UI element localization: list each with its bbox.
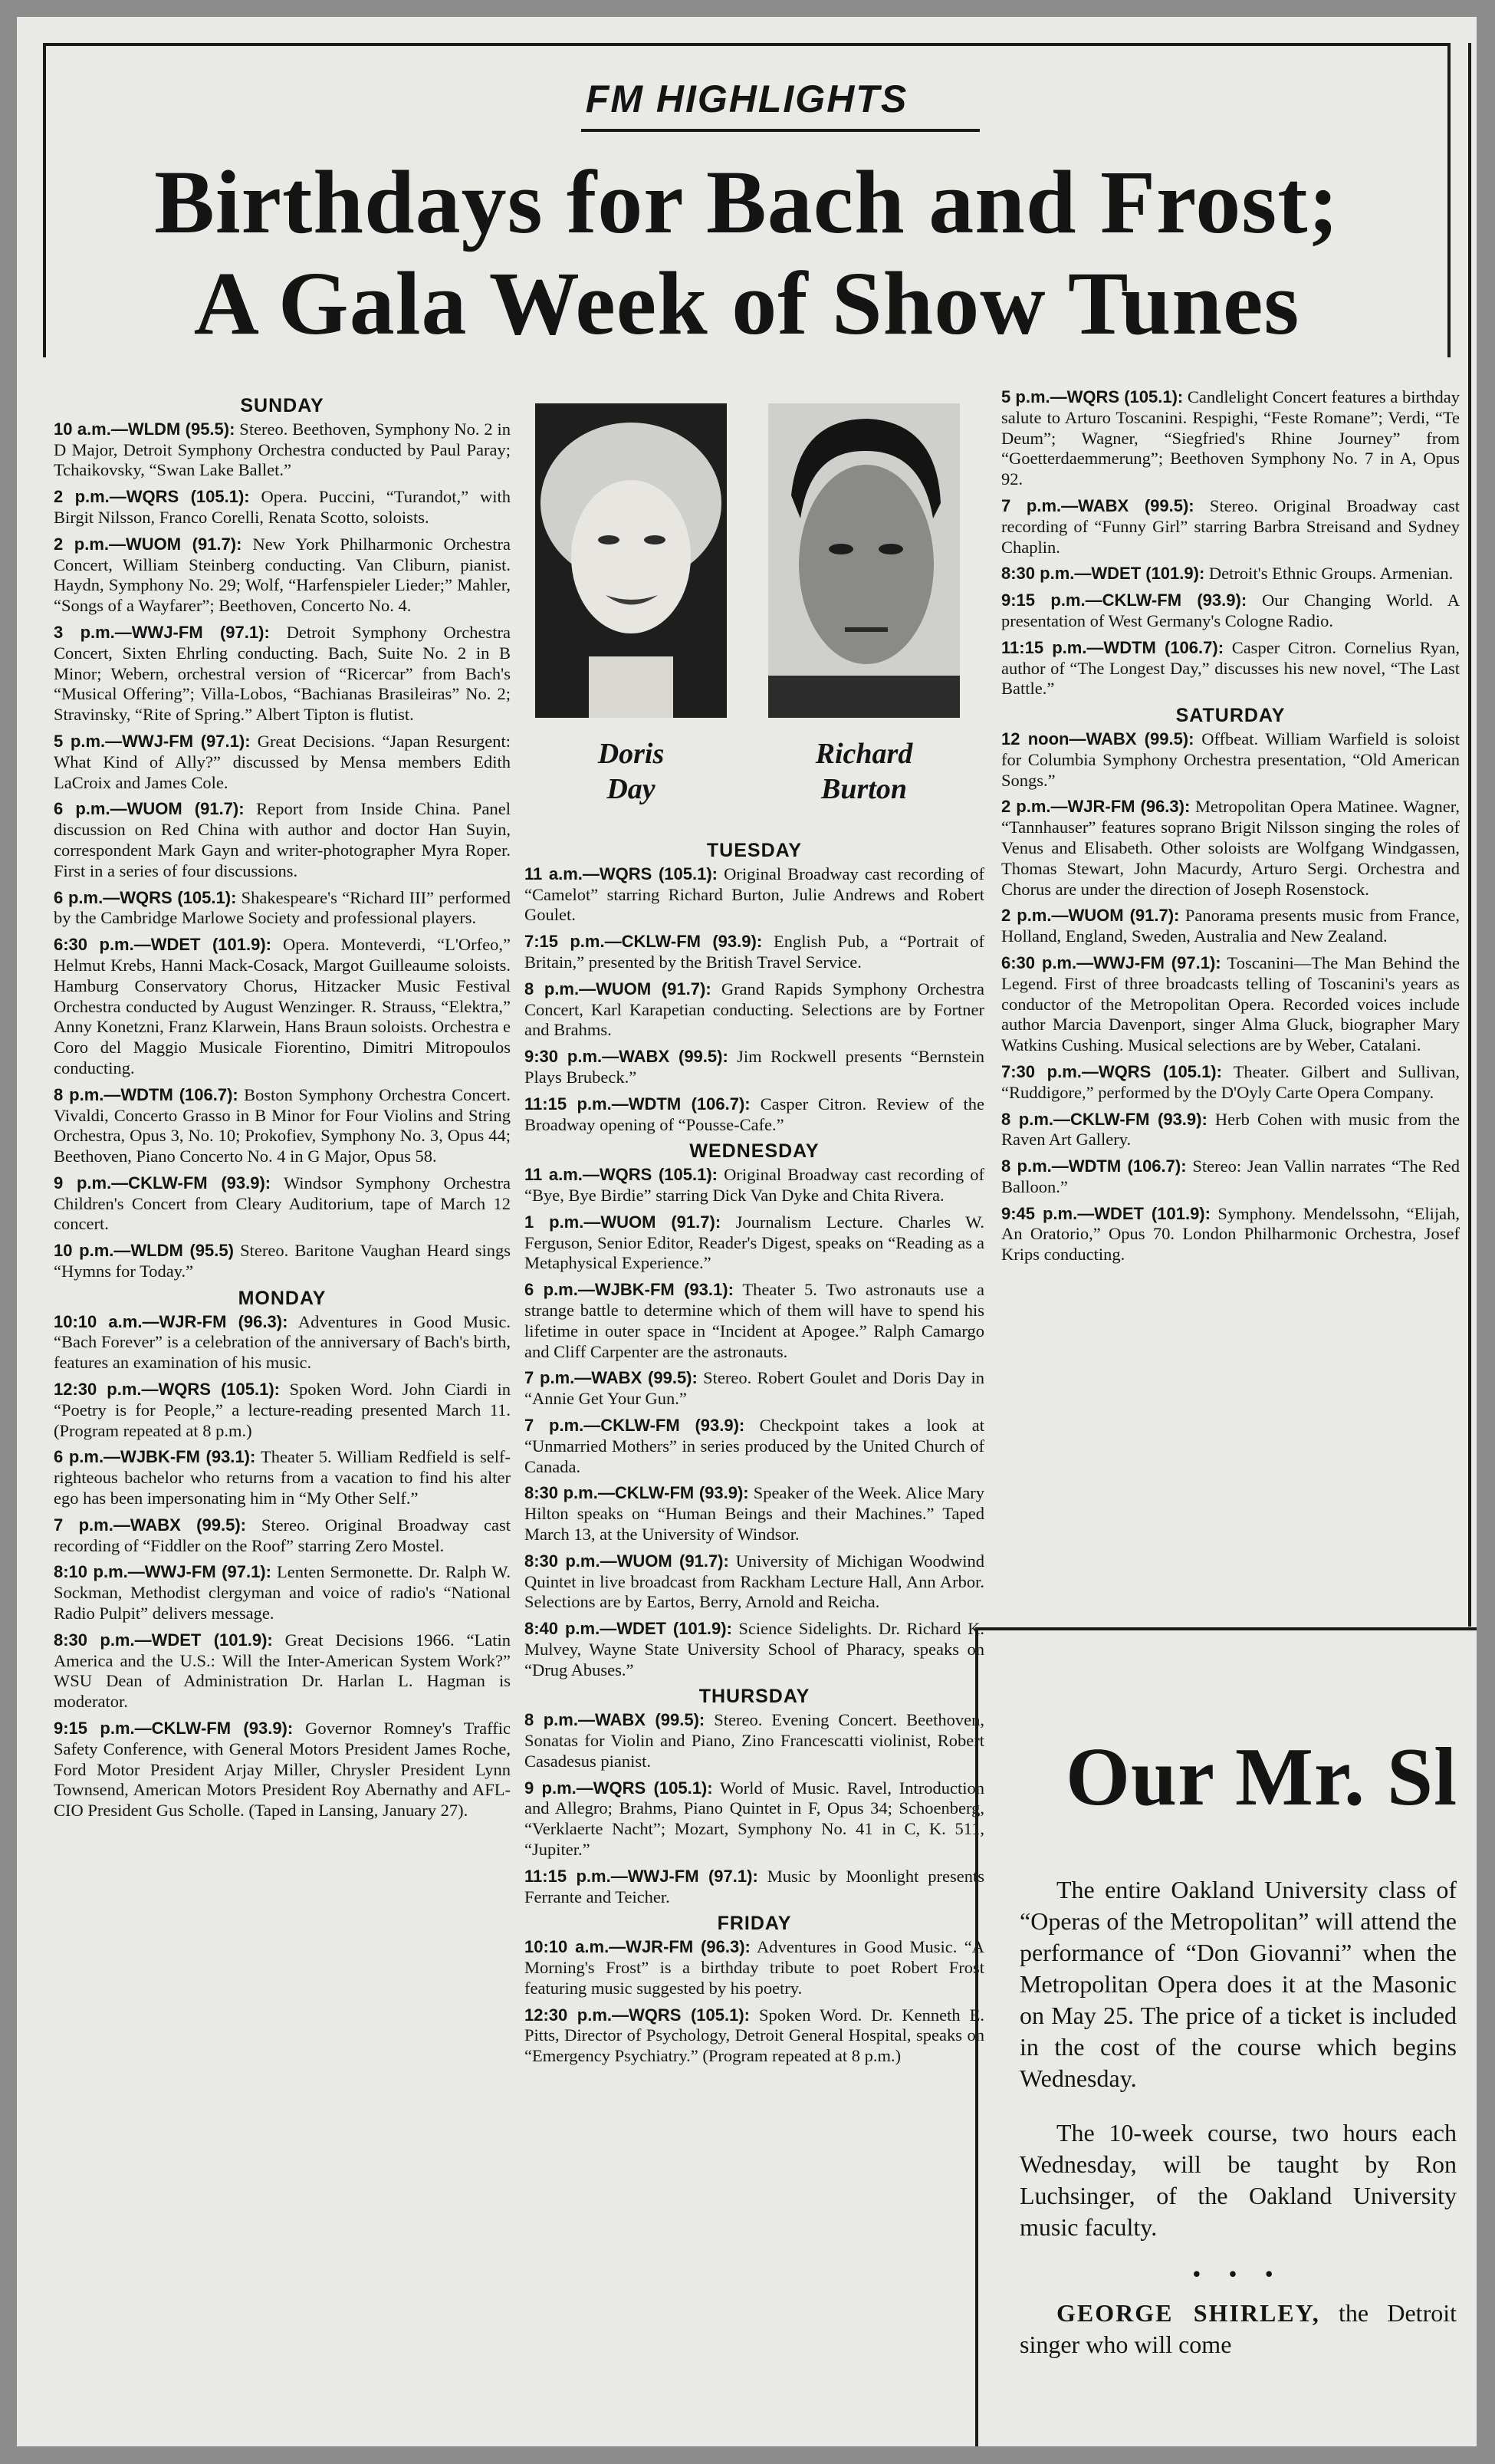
listing-entry [1001, 797, 1460, 900]
day-heading-sunday: SUNDAY [240, 395, 324, 416]
listing-description: Stereo. Robert Goulet and Doris Day in “Annie Get Your Gun.” [524, 1368, 984, 1409]
listing-description: Symphony. Mendelssohn, “Elijah, An Oratorio,” Opus 70. London Philharmonic Orchestra, Josef Krips conducting. [1001, 1203, 1460, 1265]
story-paragraph-text: the Detroit singer who will come [1020, 2299, 1457, 2358]
caption-line: Richard [815, 738, 913, 770]
column-1 [54, 390, 511, 1827]
day-heading-thursday: THURSDAY [698, 1686, 810, 1708]
listing-time-station: 9 p.m.—CKLW-FM (93.9): [54, 1173, 271, 1193]
listing-time-station: 8 p.m.—CKLW-FM (93.9): [1001, 1109, 1208, 1129]
photo-richard-burton [768, 403, 960, 718]
caption-line: Day [606, 773, 656, 805]
listing-entry [524, 1212, 984, 1274]
listing-time-station: 8:30 p.m.—CKLW-FM (93.9): [524, 1483, 749, 1503]
listing-entry [1001, 1156, 1460, 1198]
listing-time-station: 5 p.m.—WQRS (105.1): [1001, 387, 1184, 406]
friday-listings-part-2 [1001, 387, 1460, 699]
listing-time-station: 11:15 p.m.—WWJ-FM (97.1): [524, 1866, 758, 1886]
listing-entry [54, 1562, 511, 1623]
listing-description: Great Decisions. “Japan Resurgent: What Kind of Ally?” discussed by Mensa members Edith LaCroix and James Cole. [54, 731, 511, 792]
listing-description: Report from Inside China. Panel discussion on Red China with author and doctor Han Suyin, correspondent Mark Gayn and writer-photographer Myra Roper. First in a series of four discussions. [54, 799, 511, 880]
story-body [1020, 1874, 1457, 2383]
listing-entry [524, 1710, 984, 1772]
listing-time-station: 12:30 p.m.—WQRS (105.1): [524, 2005, 750, 2025]
listing-description: Windsor Symphony Orchestra Children's Concert from Cleary Auditorium, tape of March 12 concert. [54, 1173, 511, 1234]
listing-description: Stereo. Original Broadway cast recording of “Fiddler on the Roof” starring Zero Mostel. [54, 1515, 511, 1555]
listing-entry [54, 1380, 511, 1441]
story-separator: • • • [1192, 2260, 1284, 2288]
listing-entry [524, 1416, 984, 1477]
photo-caption-richard-burton [768, 736, 960, 807]
listing-time-station: 10:10 a.m.—WJR-FM (96.3): [54, 1311, 288, 1331]
story-box [975, 1627, 1477, 2446]
listing-time-station: 7:15 p.m.—CKLW-FM (93.9): [524, 932, 763, 952]
headline-line-2: A Gala Week of Show Tunes [193, 253, 1300, 354]
listing-description: Lenten Sermonette. Dr. Ralph W. Sockman, Methodist clergyman and voice of radio's “National Radio Pulpit” delivers message. [54, 1562, 511, 1623]
listing-description: New York Philharmonic Orchestra Concert, William Steinberg conducting. Van Cliburn, pianist. Haydn, Symphony No. 29; Wolf, “Harfenspieler Lieder;” Mahler, “Songs of a Wayfarer”; Beethoven, Concerto No. 4. [54, 534, 511, 616]
listing-description: University of Michigan Woodwind Quintet in live broadcast from Rackham Lecture Hall, Ann Arbor. Selections are by Eartos, Berry, Arnold and Reicha. [524, 1551, 984, 1612]
thursday-listings [524, 1710, 984, 1907]
listing-time-station: 5 p.m.—WWJ-FM (97.1): [54, 731, 251, 751]
listing-time-station: 12:30 p.m.—WQRS (105.1): [54, 1380, 280, 1400]
listing-description: Boston Symphony Orchestra Concert. Vivaldi, Concerto Grasso in B Minor for Four Violins and String Orchestra, Opus 3, No. 10; Prokofiev, Symphony No. 3, Opus 44; Beethoven, Piano Concerto No. 4 in G Major, Opus 58. [54, 1084, 511, 1166]
photo-caption-doris-day [535, 736, 727, 807]
listing-entry [524, 1165, 984, 1206]
listing-description: Checkpoint takes a look at “Unmarried Mothers” in series produced by the United Church of Canada. [524, 1415, 984, 1476]
day-heading-monday: MONDAY [238, 1287, 327, 1309]
listing-time-station: 7 p.m.—WABX (99.5): [524, 1368, 698, 1388]
listing-description: Opera. Monteverdi, “L'Orfeo,” Helmut Krebs, Hanni Mack-Cosack, Margot Guilleaume soloists. Hamburg Conservatory Chorus, Hitzacker Music Festival Orchestra conducted by August Wenzinger. R. Strauss, “Elektra,” Anny Konetzni, Franz Klarwein, Hans Braun soloists. Orchestra e Coro del Maggio Musicale Fiorentino, Dimitri Mitropoulos conducting. [54, 935, 511, 1077]
listing-time-station: 12 noon—WABX (99.5): [1001, 729, 1194, 748]
listing-time-station: 10:10 a.m.—WJR-FM (96.3): [524, 1937, 751, 1957]
day-heading-wednesday: WEDNESDAY [689, 1140, 820, 1163]
listing-entry [54, 732, 511, 793]
listing-entry [1001, 591, 1460, 632]
listing-entry [54, 1312, 511, 1373]
listing-entry [524, 979, 984, 1041]
listing-description: Jim Rockwell presents “Bernstein Plays Brubeck.” [524, 1047, 984, 1087]
listing-time-station: 8 p.m.—WUOM (91.7): [524, 979, 711, 998]
listing-entry [524, 1368, 984, 1410]
tuesday-listings [524, 864, 984, 1136]
listing-entry [54, 1515, 511, 1557]
listing-time-station: 6 p.m.—WJBK-FM (93.1): [54, 1447, 256, 1467]
listing-entry [524, 1867, 984, 1908]
listing-description: Great Decisions 1966. “Latin America and the U.S.: Will the Inter-American System Work?” WSU Dean of Administration Dr. Harlan L. Hagman is moderator. [54, 1630, 511, 1712]
listing-description: Journalism Lecture. Charles W. Ferguson, Senior Editor, Reader's Digest, speaks on “Reading as a Metaphysical Experience.” [524, 1212, 984, 1273]
listing-entry [54, 799, 511, 881]
listing-time-station: 9:45 p.m.—WDET (101.9): [1001, 1203, 1211, 1223]
listing-time-station: 2 p.m.—WQRS (105.1): [54, 487, 250, 507]
listing-description: Theater 5. Two astronauts use a strange battle to determine which of them will have to spend his lifetime in outer space in “Incident at Apogee.” Ralph Camargo and Cliff Carpenter are the astronauts. [524, 1280, 984, 1361]
listing-time-station: 8:30 p.m.—WDET (101.9): [54, 1630, 273, 1650]
listing-description: Detroit's Ethnic Groups. Armenian. [1204, 564, 1454, 584]
listing-description: Panorama presents music from France, Holland, England, Sweden, Australia and New Zealand. [1001, 906, 1460, 946]
listing-description: Our Changing World. A presentation of West Germany's Cologne Radio. [1001, 591, 1460, 630]
listing-description: Metropolitan Opera Matinee. Wagner, “Tannhauser” features soprano Brigit Nilsson singing the roles of Venus and Elisabeth. Other soloists are Wolfgang Windgassen, Thomas Stewart, John Macurdy, Arturo Sergi. Orchestra and Chorus are under the direction of Joseph Rosenstock. [1001, 797, 1460, 899]
listing-time-station: 2 p.m.—WUOM (91.7): [1001, 906, 1180, 926]
story-headline: Our Mr. Sl [1066, 1732, 1458, 1823]
listing-description: Spoken Word. Dr. Kenneth E. Pitts, Director of Psychology, Detroit General Hospital, speaks on “Emergency Psychiatry.” (Program repeated at 8 p.m.) [524, 2005, 984, 2066]
monday-listings [54, 1312, 511, 1821]
listing-time-station: 6 p.m.—WUOM (91.7): [54, 799, 245, 819]
listing-description: Herb Cohen with music from the Raven Art Gallery. [1001, 1109, 1460, 1150]
listing-entry [54, 1085, 511, 1167]
listing-time-station: 2 p.m.—WUOM (91.7): [54, 534, 242, 554]
listing-description: Stereo: Jean Vallin narrates “The Red Balloon.” [1001, 1156, 1460, 1196]
listing-time-station: 7 p.m.—CKLW-FM (93.9): [524, 1415, 745, 1435]
listing-entry [54, 1173, 511, 1235]
listing-entry [54, 487, 511, 528]
newspaper-page [17, 17, 1477, 2446]
listing-description: Stereo. Evening Concert. Beethoven, Sonatas for Violin and Piano, Zino Francescatti violinist, Robert Casadesus pianist. [524, 1710, 985, 1771]
listing-entry [1001, 906, 1460, 947]
listing-entry [524, 1094, 984, 1136]
listing-time-station: 10 p.m.—WLDM (95.5) [54, 1241, 234, 1261]
listing-entry [54, 535, 511, 617]
listing-time-station: 6:30 p.m.—WDET (101.9): [54, 935, 271, 955]
listing-time-station: 9 p.m.—WQRS (105.1): [524, 1778, 713, 1798]
listing-time-station: 10 a.m.—WLDM (95.5): [54, 419, 235, 439]
portrait-woman-image [535, 403, 727, 718]
kicker: FM HIGHLIGHTS [585, 77, 909, 120]
listing-entry [1001, 387, 1460, 490]
listing-description: World of Music. Ravel, Introduction and Allegro; Brahms, Piano Quintet in F, Opus 34; Schoenberg, “Verklaerte Nacht”; Mozart, Symphony No. 41 in C, K. 511, “Jupiter.” [524, 1778, 985, 1860]
portrait-man-image [768, 403, 960, 718]
listing-time-station: 11 a.m.—WQRS (105.1): [524, 1165, 718, 1185]
listing-description: English Pub, a “Portrait of Britain,” presented by the British Travel Service. [524, 932, 984, 972]
listing-description: Casper Citron. Review of the Broadway opening of “Pousse-Cafe.” [524, 1094, 984, 1134]
listing-description: Adventures in Good Music. “Bach Forever” is a celebration of the anniversary of Bach's birth, features an examination of his music. [54, 1311, 511, 1373]
listing-description: Original Broadway cast recording of “Camelot” starring Richard Burton, Julie Andrews and Robert Goulet. [524, 864, 984, 925]
listing-entry [54, 1719, 511, 1821]
listing-time-station: 2 p.m.—WJR-FM (96.3): [1001, 797, 1191, 817]
listing-entry [1001, 564, 1460, 584]
day-heading-friday: FRIDAY [717, 1913, 792, 1935]
listing-time-station: 9:15 p.m.—CKLW-FM (93.9): [54, 1719, 294, 1739]
listing-time-station: 8 p.m.—WDTM (106.7): [54, 1084, 238, 1104]
listing-entry [54, 623, 511, 725]
listing-description: Science Sidelights. Dr. Richard K. Mulvey, Wayne State University School of Pharacy, speaks on “Drug Abuses.” [524, 1619, 985, 1679]
listing-entry [1001, 953, 1460, 1056]
listing-description: Grand Rapids Symphony Orchestra Concert, Karl Karapetian conducting. Selections are by Fortner and Brahms. [524, 979, 984, 1040]
listing-entry [524, 1778, 984, 1860]
listing-time-station: 6:30 p.m.—WWJ-FM (97.1): [1001, 952, 1221, 972]
listing-time-station: 3 p.m.—WWJ-FM (97.1): [54, 622, 270, 642]
listing-time-station: 7 p.m.—WABX (99.5): [54, 1515, 246, 1535]
story-paragraph: The entire Oakland University class of “Operas of the Metropolitan” will attend the performance of “Don Giovanni” when the Metropolitan Opera does it at the Masonic on May 25. The price of a ticket is included in the cost of the course which begins Wednesday. [1020, 1876, 1457, 2092]
listing-description: Candlelight Concert features a birthday salute to Arturo Toscanini. Respighi, “Feste Romane”; Verdi, “Te Deum”; Wagner, “Siegfried's Rhine Journey” from “Goetterdaemmerung”; Beethoven Symphony No. 7 in A, Opus 92. [1001, 387, 1460, 489]
listing-description: Governor Romney's Traffic Safety Conference, with General Motors President James Roche, Ford Motor President Arjay Miller, Chrysler President Lynn Townsend, American Motors President Roy Abernathy and AFL-CIO President Gus Scholle. (Taped in Lansing, January 27). [54, 1719, 511, 1821]
day-heading-tuesday: TUESDAY [706, 840, 803, 861]
listing-entry [524, 1047, 984, 1088]
listing-time-station: 11:15 p.m.—WDTM (106.7): [524, 1094, 751, 1114]
saturday-listings [1001, 729, 1460, 1265]
story-paragraph: The 10-week course, two hours each Wednesday, will be taught by Ron Luchsinger, of the Oakland University music faculty. [1020, 2119, 1457, 2241]
listing-entry [54, 1630, 511, 1712]
listing-description: Shakespeare's “Richard III” performed by the Cambridge Marlowe Society and professional players. [54, 887, 511, 928]
listing-entry [524, 1551, 984, 1613]
listing-time-station: 8:40 p.m.—WDET (101.9): [524, 1619, 732, 1639]
listing-entry [524, 2005, 984, 2067]
listing-entry [524, 1619, 984, 1680]
listing-entry [524, 932, 984, 973]
listing-description: Adventures in Good Music. “A Morning's Frost” is a birthday tribute to poet Robert Frost featuring music suggested by his poetry. [524, 1937, 984, 1998]
listing-time-station: 8:30 p.m.—WUOM (91.7): [524, 1551, 729, 1571]
listing-description: Casper Citron. Cornelius Ryan, author of “The Longest Day,” discusses his new novel, “The Last Battle.” [1001, 637, 1460, 699]
listing-description: Stereo. Baritone Vaughan Heard sings “Hymns for Today.” [54, 1241, 511, 1281]
listing-description: Original Broadway cast recording of “Bye, Bye Birdie” starring Dick Van Dyke and Chita Rivera. [524, 1165, 984, 1205]
story-paragraph [1020, 2298, 1457, 2360]
listing-entry [1001, 496, 1460, 558]
listing-time-station: 6 p.m.—WQRS (105.1): [54, 887, 237, 907]
listing-time-station: 8:10 p.m.—WWJ-FM (97.1): [54, 1562, 271, 1582]
column-2 [524, 834, 984, 2073]
listing-description: Opera. Puccini, “Turandot,” with Birgit Nilsson, Franco Corelli, Renata Scotto, soloists. [54, 487, 511, 527]
listing-description: Stereo. Original Broadway cast recording of “Funny Girl” starring Barbra Streisand and Sydney Chaplin. [1001, 495, 1460, 557]
friday-listings-part-1 [524, 1937, 984, 2067]
listing-time-station: 8:30 p.m.—WDET (101.9): [1001, 564, 1205, 584]
listing-entry [54, 1447, 511, 1508]
caption-line: Burton [821, 773, 907, 805]
listing-entry [1001, 1204, 1460, 1265]
listing-time-station: 9:30 p.m.—WABX (99.5): [524, 1047, 728, 1067]
listing-time-station: 9:15 p.m.—CKLW-FM (93.9): [1001, 591, 1247, 610]
listing-time-station: 11 a.m.—WQRS (105.1): [524, 864, 718, 883]
day-heading-saturday: SATURDAY [1175, 705, 1286, 727]
listing-entry [524, 1483, 984, 1545]
listing-entry [54, 935, 511, 1079]
wednesday-listings [524, 1165, 984, 1680]
sunday-listings [54, 419, 511, 1282]
listing-description: Toscanini—The Man Behind the Legend. First of three broadcasts telling of Toscanini's years as conductor of the Metropolitan Opera. Recorded voices include author Marcia Davenport, singer Alma Gluck, biographer Mary Watkins Cushing. Musical selections are by Weber, Catalani. [1001, 952, 1460, 1055]
kicker-rule [581, 129, 980, 132]
listing-time-station: 1 p.m.—WUOM (91.7): [524, 1212, 721, 1232]
caption-line: Doris [597, 738, 665, 770]
listing-entry [54, 419, 511, 481]
listing-entry [524, 864, 984, 926]
listing-description: Theater. Gilbert and Sullivan, “Ruddigore,” performed by the D'Oyly Carte Opera Company. [1001, 1061, 1460, 1102]
listing-entry [524, 1280, 984, 1362]
photo-doris-day [535, 403, 727, 718]
header-box [43, 43, 1451, 357]
story-lead-name: GEORGE SHIRLEY, [1056, 2299, 1320, 2327]
listing-entry [54, 888, 511, 929]
listing-time-station: 7 p.m.—WABX (99.5): [1001, 495, 1194, 515]
listing-description: Stereo. Beethoven, Symphony No. 2 in D Major, Detroit Symphony Orchestra conducted by Paul Paray; Tchaikovsky, “Swan Lake Ballet.” [54, 419, 511, 480]
listing-time-station: 6 p.m.—WJBK-FM (93.1): [524, 1280, 734, 1300]
headline-line-1: Birthdays for Bach and Frost; [154, 152, 1339, 252]
listing-entry [1001, 1110, 1460, 1151]
listing-entry [1001, 638, 1460, 699]
listing-description: Music by Moonlight presents Ferrante and Teicher. [524, 1866, 984, 1906]
listing-time-station: 7:30 p.m.—WQRS (105.1): [1001, 1061, 1222, 1081]
listing-entry [1001, 1062, 1460, 1104]
listing-entry [1001, 729, 1460, 791]
listing-description: Offbeat. William Warfield is soloist for Columbia Symphony Orchestra presentation, “Old American Songs.” [1001, 729, 1460, 790]
listing-description: Spoken Word. John Ciardi in “Poetry is for People,” a lecture-reading presented March 11. (Program repeated at 8 p.m.) [54, 1380, 511, 1440]
headline [46, 152, 1447, 354]
listing-description: Detroit Symphony Orchestra Concert, Sixten Ehrling conducting. Bach, Suite No. 2 in B Minor; Webern, orchestral version of “Ricercar” from Bach's “Musical Offering”; Villa-Lobos, “Bachianas Brasileiras” No. 2; Stravinsky, “Rite of Spring.” Albert Tipton is flutist. [54, 622, 511, 725]
listing-time-station: 8 p.m.—WDTM (106.7): [1001, 1156, 1187, 1176]
listing-time-station: 11:15 p.m.—WDTM (106.7): [1001, 637, 1224, 657]
listing-time-station: 8 p.m.—WABX (99.5): [524, 1710, 705, 1730]
listing-description: Theater 5. William Redfield is self-righteous bachelor who returns from a vacation to find his alter ego has been impersonating him in “My Other Self.” [54, 1447, 511, 1508]
column-rule [1468, 43, 1471, 1627]
listing-entry [54, 1241, 511, 1282]
listing-entry [524, 1937, 984, 1999]
column-3 [1001, 387, 1460, 1271]
listing-description: Speaker of the Week. Alice Mary Hilton speaks on “Human Beings and their Machines.” Taped March 13, at the University of Windsor. [524, 1483, 984, 1544]
